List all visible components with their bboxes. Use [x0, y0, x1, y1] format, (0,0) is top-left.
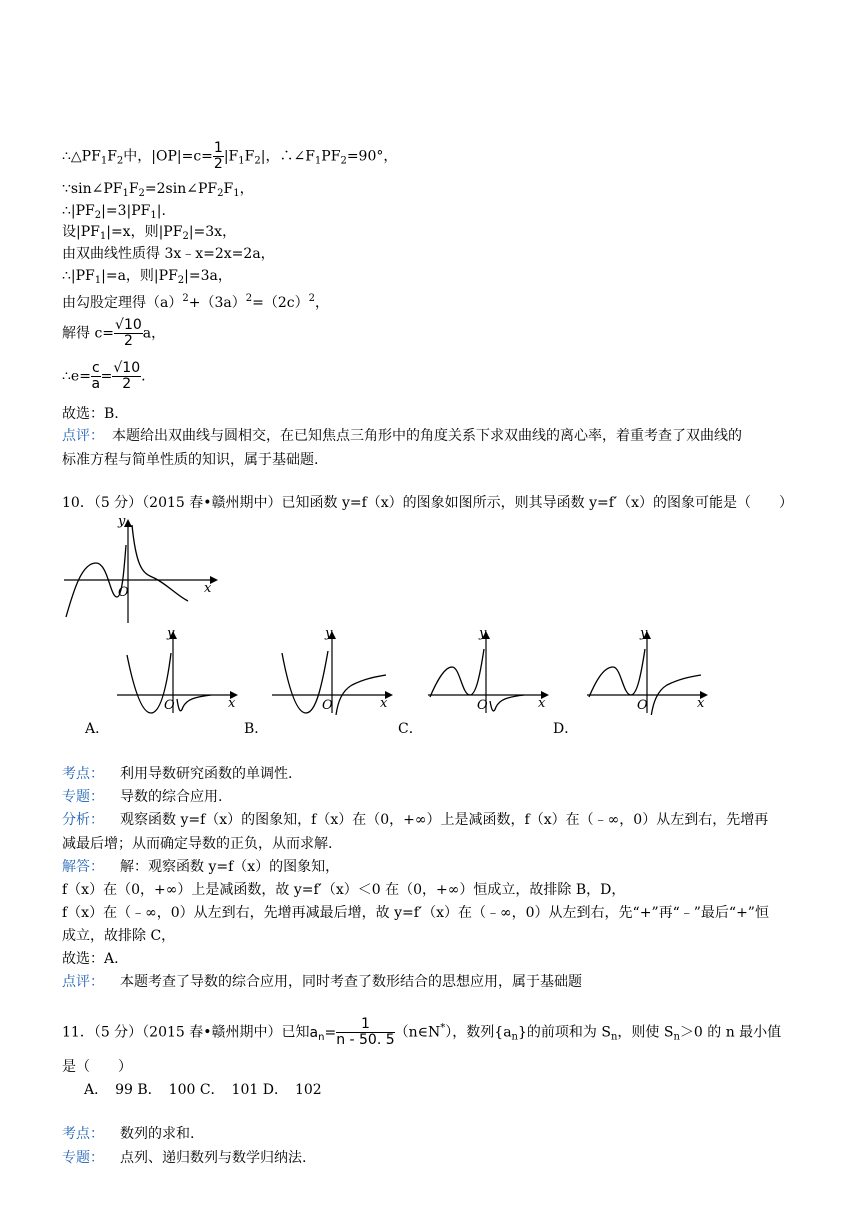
q10-jieda-3: f（x）在（﹣∞，0）从左到右，先增再减最后增，故 y=f′（x）在（﹣∞，0）从左到右，先“+”再“﹣”最后“+”恒 — [62, 905, 769, 921]
q10-kaodian: 考点： 利用导数研究函数的单调性. — [62, 766, 293, 782]
svg-text:x: x — [380, 696, 388, 711]
q10-main-graph — [60, 515, 220, 625]
option-b-label[interactable]: B． — [244, 721, 269, 737]
svg-text:O: O — [637, 698, 648, 713]
q10-jieda: 解答： 解：观察函数 y=f（x）的图象知， — [62, 859, 340, 875]
comment-label: 点评： — [62, 428, 104, 444]
option-c-label[interactable]: C． — [398, 721, 423, 737]
q9-line-7: 由勾股定理得$(a)^2+(3a)^2=(2c)^2$， — [62, 293, 329, 311]
svg-text:O: O — [322, 698, 333, 713]
q10-jieda-4: 成立，故排除 C， — [62, 928, 176, 944]
q9-line-3: $\therefore|PF_2|=3|PF_1|$. — [62, 203, 166, 221]
axis-origin-label: O — [118, 585, 129, 600]
q11-stem-2: 是（ ） — [62, 1059, 132, 1075]
q10-fenxi-2: 减最后增；从而确定导数的正负，从而求解. — [62, 836, 333, 852]
q9-line-2: $\because\sin\angle PF_1F_2=2\sin\angle PF_2F_1$， — [62, 181, 254, 199]
q11-kaodian: 考点： 数列的求和. — [62, 1126, 195, 1142]
svg-text:y: y — [325, 626, 333, 641]
q9-line-8: 解得 c= $\frac{√10}{2}$ a， — [62, 317, 166, 349]
q9-line-1: $\therefore\triangle PF_1F_2$中，|OP|=c= $\frac{1}{2}$ $|F_1F_2|$，$\therefore\angle F_1PF_2=90^\circ$， — [62, 140, 398, 172]
svg-text:x: x — [228, 696, 236, 711]
q10-stem: 10．（5 分）（2015 春•赣州期中）已知函数 y=f（x）的图象如图所示，则其导函数 y=f′（x）的图象可能是（ ） — [62, 495, 794, 511]
q11-stem: 11．（5 分）（2015 春•赣州期中）已知$a_n=$ $\frac{1}{n - 50. 5}$ （n∈N*），数列$\{a_n\}$的前项和为 $S_n$，则使 $S_n>0$ 的 n 最小值 — [62, 1016, 782, 1048]
q10-fenxi: 分析： 观察函数 y=f（x）的图象知，f（x）在（0，+∞）上是减函数，f（x）在（﹣∞，0）从左到右，先增再 — [62, 812, 769, 828]
fraction-an: $\frac{1}{n - 50. 5}$ — [336, 1016, 395, 1048]
svg-text:y: y — [640, 626, 648, 641]
option-d-label[interactable]: D． — [553, 721, 579, 737]
q9-answer: 故选：B. — [62, 406, 119, 422]
q10-comment: 点评： 本题考查了导数的综合应用，同时考查了数形结合的思想应用，属于基础题 — [62, 974, 582, 990]
q9-line-4: 设$|PF_1|=x$，则$|PF_2|=3x$， — [62, 224, 237, 242]
option-b-graph — [270, 625, 395, 715]
svg-text:x: x — [538, 696, 546, 711]
axis-y-label: y — [118, 515, 126, 529]
svg-text:x: x — [697, 696, 705, 711]
option-a-graph — [115, 625, 240, 715]
svg-text:O: O — [164, 698, 175, 713]
option-d-graph — [585, 625, 710, 715]
fraction-sqrt10-over-2-b: $\frac{√10}{2}$ — [113, 360, 141, 392]
fraction-c-over-a: $\frac{c}{a}$ — [91, 360, 101, 392]
q11-options[interactable]: A． 99 B． 100 C． 101 D． 102 — [84, 1082, 322, 1098]
q9-line-5: 由双曲线性质得 3x﹣x=2x=2a， — [62, 246, 275, 262]
fraction-sqrt10-over-2: $\frac{√10}{2}$ — [115, 317, 142, 349]
option-c-graph — [426, 625, 551, 715]
q10-jieda-2: f（x）在（0，+∞）上是减函数，故 y=f′（x）＜0 在（0，+∞）恒成立，故排除 B，D， — [62, 882, 626, 898]
q9-line-9: ∴e= $\frac{c}{a}$ = $\frac{√10}{2}$ . — [62, 360, 146, 392]
q10-zhuanti: 专题： 导数的综合应用. — [62, 789, 223, 805]
option-a-label[interactable]: A． — [85, 721, 110, 737]
q11-zhuanti: 专题： 点列、递归数列与数学归纳法. — [62, 1150, 307, 1166]
q9-comment: 点评： 本题给出双曲线与圆相交，在已知焦点三角形中的角度关系下求双曲线的离心率，着重考查了双曲线的 — [62, 428, 742, 444]
svg-text:O: O — [477, 698, 488, 713]
svg-text:y: y — [479, 626, 487, 641]
q9-comment-2: 标准方程与简单性质的知识，属于基础题. — [62, 452, 319, 468]
svg-text:y: y — [167, 626, 175, 641]
q10-answer: 故选：A. — [62, 951, 119, 967]
fraction-half: $\frac{1}{2}$ — [213, 140, 223, 172]
q9-line-6: $\therefore|PF_1|=a$，则$|PF_2|=3a$， — [62, 268, 232, 286]
axis-x-label: x — [204, 581, 212, 596]
